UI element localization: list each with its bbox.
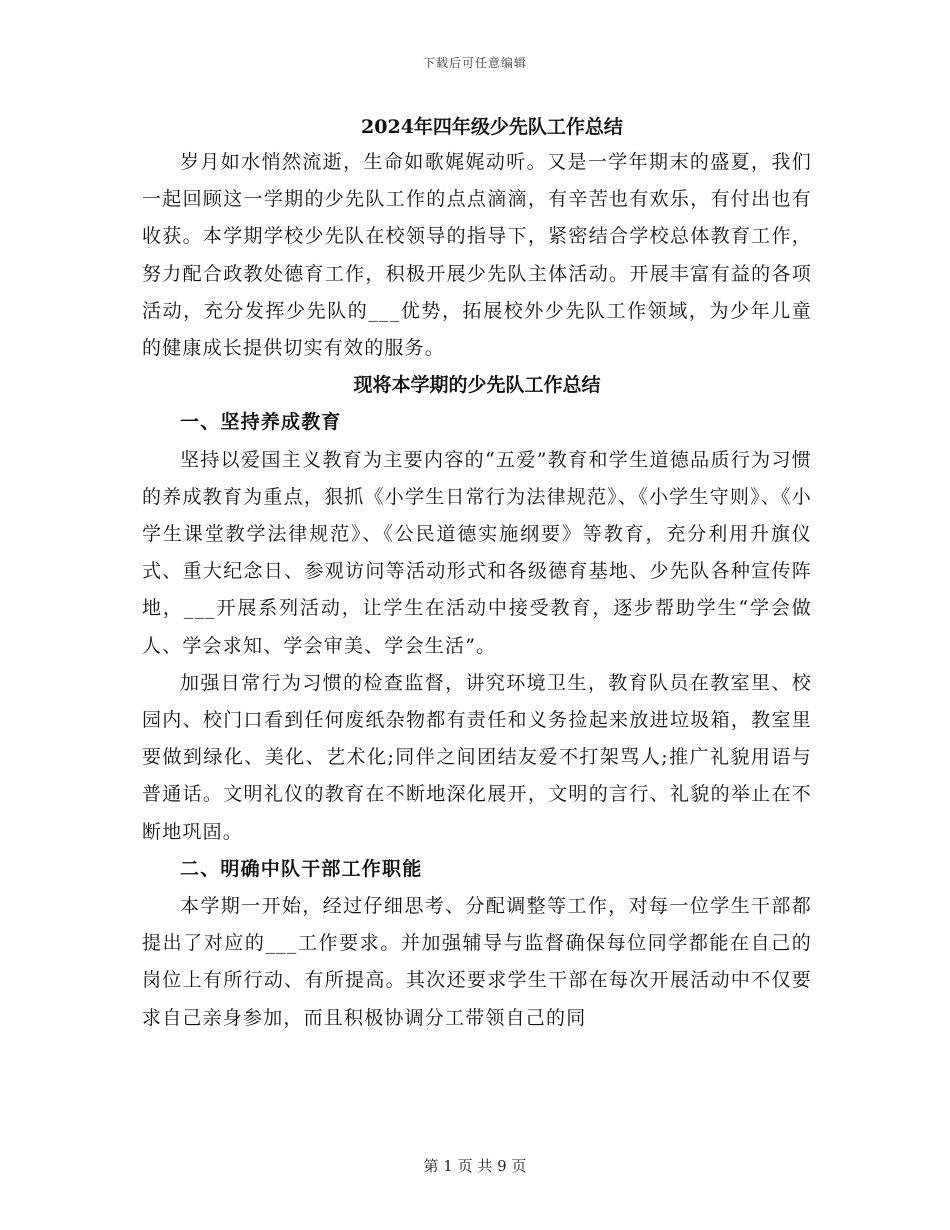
header-note: 下载后可任意编辑 xyxy=(422,56,527,70)
section2-heading: 二、明确中队干部工作职能 xyxy=(180,857,423,880)
section1-heading: 一、坚持养成教育 xyxy=(180,411,342,434)
section2-paragraph-1: 本学期一开始，经过仔细思考、分配调整等工作，对每一位学生干部都提出了对应的___工作要求。并加强辅导与监督确保每位同学都能在自己的岗位上有所行动、有所提高。其次还要求学生干部在每次开展活动中不仅要求自己亲身参加，而且积极协调分工带领自己的同 xyxy=(142,895,812,1029)
document-title: 2024年四年级少先队工作总结 xyxy=(361,116,623,138)
page-footer: 第 1 页 共 9 页 xyxy=(423,1157,527,1175)
document-body xyxy=(142,112,812,1037)
section1-paragraph-1: 坚持以爱国主义教育为主要内容的“五爱”教育和学生道德品质行为习惯的养成教育为重点，狠抓《小学生日常行为法律规范》、《小学生守则》、《小学生课堂教学法律规范》、《公民道德实施纲要》等教育，充分利用升旗仪式、重大纪念日、参观访问等活动形式和各级德育基地、少先队各种宣传阵地，___开展系列活动，让学生在活动中接受教育，逐步帮助学生“学会做人、学会求知、学会审美、学会生活”。 xyxy=(142,448,812,657)
summary-subtitle: 现将本学期的少先队工作总结 xyxy=(353,374,601,397)
intro-paragraph: 岁月如水悄然流逝，生命如歌娓娓动听。又是一学年期末的盛夏，我们一起回顾这一学期的少先队工作的点点滴滴，有辛苦也有欢乐，有付出也有收获。本学期学校少先队在校领导的指导下，紧密结合学校总体教育工作，努力配合政教处德育工作，积极开展少先队主体活动。开展丰富有益的各项活动，充分发挥少先队的___优势，拓展校外少先队工作领域，为少年儿童的健康成长提供切实有效的服务。 xyxy=(142,151,812,360)
section1-paragraph-2: 加强日常行为习惯的检查监督，讲究环境卫生，教育队员在教室里、校园内、校门口看到任何废纸杂物都有责任和义务捡起来放进垃圾箱，教室里要做到绿化、美化、艺术化;同伴之间团结友爱不打架骂人;推广礼貌用语与普通话。文明礼仪的教育在不断地深化展开，文明的言行、礼貌的举止在不断地巩固。 xyxy=(142,671,812,843)
